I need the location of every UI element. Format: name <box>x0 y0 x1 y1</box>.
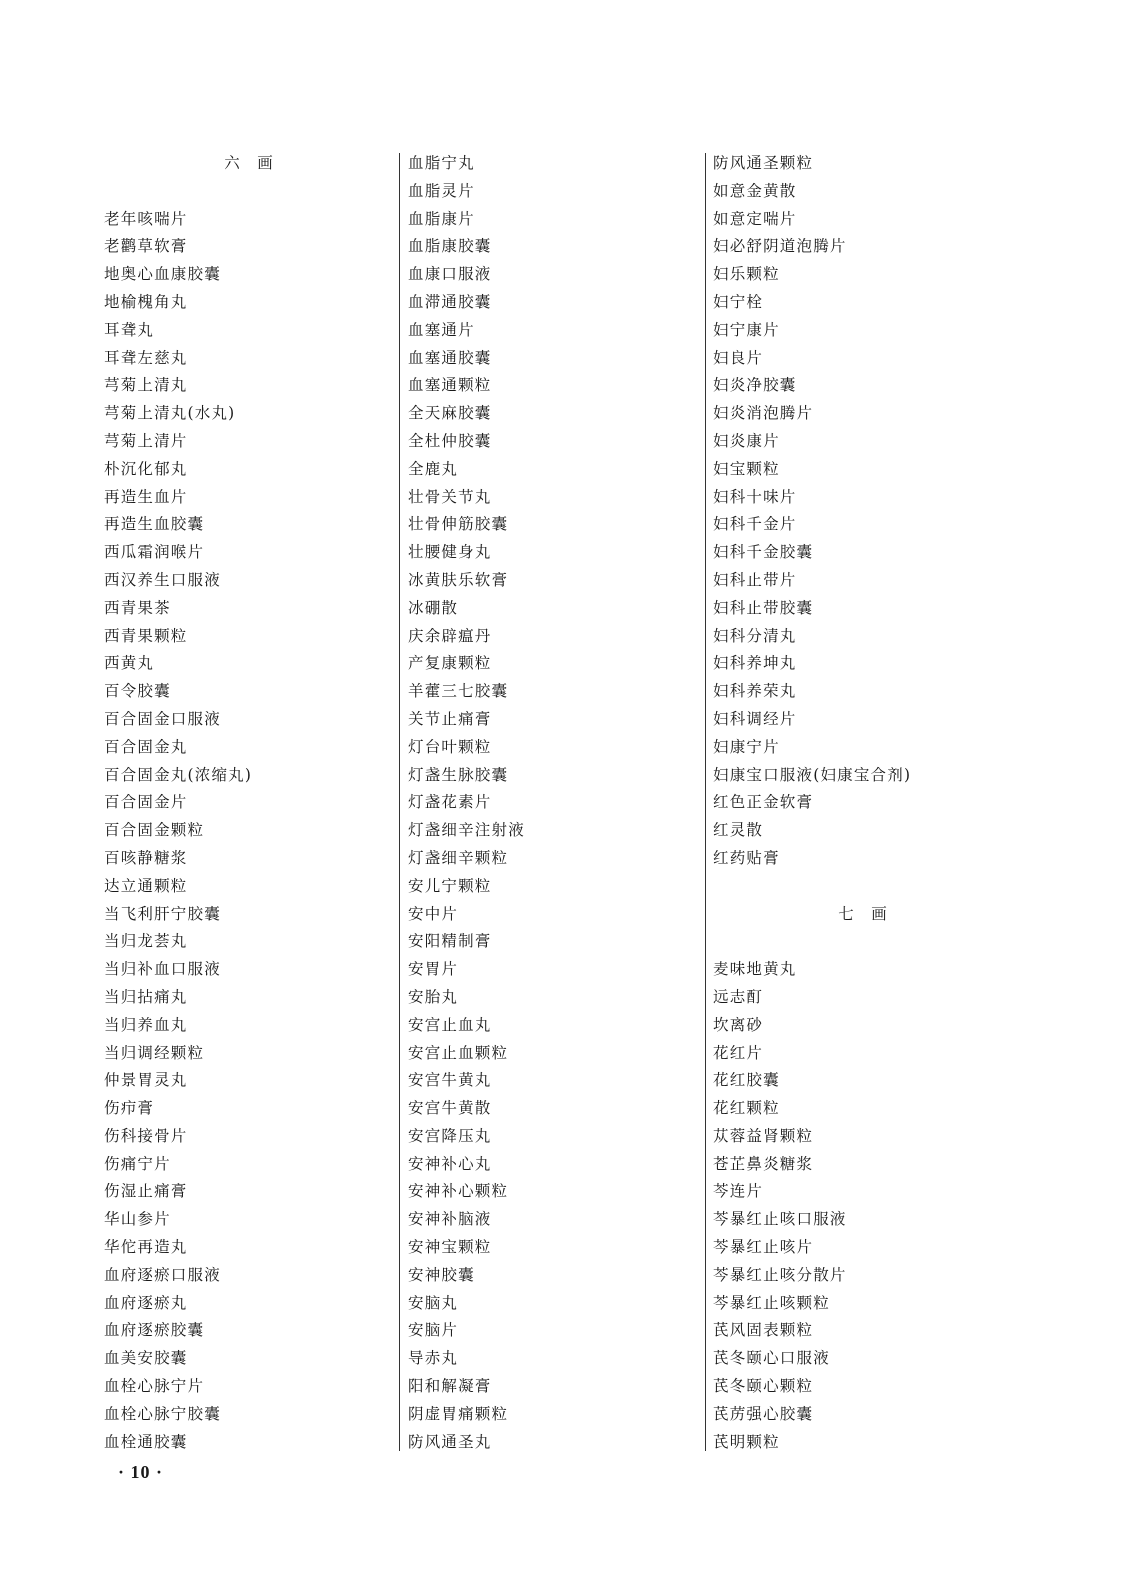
index-entry: 妇科养荣丸 <box>713 682 797 701</box>
index-entry: 妇科千金片 <box>713 515 797 534</box>
index-column-2 <box>408 150 698 1456</box>
index-entry: 西青果茶 <box>104 598 171 617</box>
index-entry: 全天麻胶囊 <box>408 404 492 423</box>
index-entry: 芪明颗粒 <box>713 1432 780 1451</box>
index-entry: 麦味地黄丸 <box>713 960 797 979</box>
entry-list <box>713 956 1013 1456</box>
index-entry: 西黄丸 <box>104 654 155 673</box>
index-entry: 芪冬颐心口服液 <box>713 1349 830 1368</box>
index-entry: 苁蓉益肾颗粒 <box>713 1126 814 1145</box>
entry-list <box>104 206 394 1457</box>
index-entry: 芩暴红止咳颗粒 <box>713 1293 830 1312</box>
index-entry: 妇科调经片 <box>713 709 797 728</box>
index-entry: 百合固金颗粒 <box>104 821 205 840</box>
index-entry: 灯盏细辛注射液 <box>408 821 525 840</box>
index-entry: 妇宁栓 <box>713 292 764 311</box>
index-entry: 伤湿止痛膏 <box>104 1182 188 1201</box>
index-entry: 血府逐瘀丸 <box>104 1293 188 1312</box>
index-entry: 芩暴红止咳片 <box>713 1238 814 1257</box>
index-entry: 防风通圣丸 <box>408 1432 492 1451</box>
index-entry: 再造生血胶囊 <box>104 515 205 534</box>
index-entry: 壮骨关节丸 <box>408 487 492 506</box>
index-entry: 伤科接骨片 <box>104 1126 188 1145</box>
index-entry: 安宫降压丸 <box>408 1126 492 1145</box>
column-divider-right <box>705 153 706 1451</box>
index-entry: 妇科分清丸 <box>713 626 797 645</box>
index-entry: 当归养血丸 <box>104 1015 188 1034</box>
index-entry: 芎菊上清丸(水丸) <box>104 404 236 423</box>
index-entry: 达立通颗粒 <box>104 876 188 895</box>
index-entry: 百咳静糖浆 <box>104 848 188 867</box>
index-entry: 防风通圣颗粒 <box>713 154 814 172</box>
index-entry: 花红颗粒 <box>713 1099 780 1118</box>
index-entry: 妇科十味片 <box>713 487 797 506</box>
index-entry: 妇乐颗粒 <box>713 265 780 284</box>
index-entry: 再造生血片 <box>104 487 188 506</box>
index-entry: 坎离砂 <box>713 1015 764 1034</box>
index-entry: 灯台叶颗粒 <box>408 737 492 756</box>
index-entry: 妇科止带胶囊 <box>713 598 814 617</box>
index-entry: 芪冬颐心颗粒 <box>713 1377 814 1396</box>
index-entry: 老年咳喘片 <box>104 209 188 228</box>
index-entry: 安阳精制膏 <box>408 932 492 951</box>
index-entry: 血府逐瘀口服液 <box>104 1265 221 1284</box>
index-entry: 导赤丸 <box>408 1349 459 1368</box>
index-entry: 红灵散 <box>713 821 764 840</box>
section-heading: 七 画 <box>838 904 888 923</box>
index-entry: 如意金黄散 <box>713 181 797 200</box>
index-entry: 血栓通胶囊 <box>104 1432 188 1451</box>
index-entry: 安神胶囊 <box>408 1265 475 1284</box>
index-entry: 妇科千金胶囊 <box>713 543 814 562</box>
index-entry: 血脂灵片 <box>408 181 475 200</box>
index-entry: 灯盏细辛颗粒 <box>408 848 509 867</box>
index-entry: 妇必舒阴道泡腾片 <box>713 237 847 256</box>
index-entry: 安神补心颗粒 <box>408 1182 509 1201</box>
index-entry: 阴虚胃痛颗粒 <box>408 1404 509 1423</box>
index-entry: 芪风固表颗粒 <box>713 1321 814 1340</box>
index-entry: 远志酊 <box>713 987 764 1006</box>
index-entry: 当归龙荟丸 <box>104 932 188 951</box>
index-entry: 妇科养坤丸 <box>713 654 797 673</box>
index-entry: 妇炎消泡腾片 <box>713 404 814 423</box>
index-entry: 伤痛宁片 <box>104 1154 171 1173</box>
index-entry: 百合固金片 <box>104 793 188 812</box>
index-entry: 安脑片 <box>408 1321 459 1340</box>
index-entry: 百令胶囊 <box>104 682 171 701</box>
index-entry: 安神补脑液 <box>408 1210 492 1229</box>
index-entry: 安宫牛黄散 <box>408 1099 492 1118</box>
index-entry: 当归拈痛丸 <box>104 987 188 1006</box>
index-entry: 安儿宁颗粒 <box>408 876 492 895</box>
entry-list <box>408 150 698 1456</box>
index-entry: 灯盏生脉胶囊 <box>408 765 509 784</box>
section-spacer <box>713 873 1013 901</box>
index-entry: 血府逐瘀胶囊 <box>104 1321 205 1340</box>
index-entry: 庆余辟瘟丹 <box>408 626 492 645</box>
index-entry: 血塞通胶囊 <box>408 348 492 367</box>
index-entry: 羊藿三七胶囊 <box>408 682 509 701</box>
index-entry: 血栓心脉宁胶囊 <box>104 1404 221 1423</box>
index-entry: 产复康颗粒 <box>408 654 492 673</box>
index-entry: 西青果颗粒 <box>104 626 188 645</box>
index-entry: 花红片 <box>713 1043 764 1062</box>
index-entry: 阳和解凝膏 <box>408 1377 492 1396</box>
index-entry: 血脂康片 <box>408 209 475 228</box>
index-entry: 西瓜霜润喉片 <box>104 543 205 562</box>
index-entry: 地奥心血康胶囊 <box>104 265 221 284</box>
index-entry: 仲景胃灵丸 <box>104 1071 188 1090</box>
index-entry: 当归调经颗粒 <box>104 1043 205 1062</box>
index-entry: 妇康宁片 <box>713 737 780 756</box>
index-entry: 耳聋丸 <box>104 320 155 339</box>
index-entry: 冰硼散 <box>408 598 459 617</box>
index-entry: 血脂康胶囊 <box>408 237 492 256</box>
index-entry: 壮骨伸筋胶囊 <box>408 515 509 534</box>
index-entry: 妇康宝口服液(妇康宝合剂) <box>713 765 912 784</box>
column-divider-left <box>399 153 400 1451</box>
index-entry: 红色正金软膏 <box>713 793 814 812</box>
index-entry: 壮腰健身丸 <box>408 543 492 562</box>
index-entry: 芎菊上清丸 <box>104 376 188 395</box>
index-entry: 全杜仲胶囊 <box>408 431 492 450</box>
index-entry: 百合固金丸 <box>104 737 188 756</box>
index-entry: 安胎丸 <box>408 987 459 1006</box>
index-entry: 苍芷鼻炎糖浆 <box>713 1154 814 1173</box>
index-entry: 妇科止带片 <box>713 570 797 589</box>
index-entry: 芩暴红止咳分散片 <box>713 1265 847 1284</box>
index-entry: 安神宝颗粒 <box>408 1238 492 1257</box>
index-entry: 安中片 <box>408 904 459 923</box>
index-entry: 芪苈强心胶囊 <box>713 1404 814 1423</box>
section-heading: 六 画 <box>224 154 274 172</box>
index-entry: 妇宁康片 <box>713 320 780 339</box>
index-entry: 朴沉化郁丸 <box>104 459 188 478</box>
index-entry: 安宫止血丸 <box>408 1015 492 1034</box>
index-entry: 耳聋左慈丸 <box>104 348 188 367</box>
index-entry: 血栓心脉宁片 <box>104 1377 205 1396</box>
index-entry: 妇宝颗粒 <box>713 459 780 478</box>
section-spacer <box>713 928 1013 956</box>
index-entry: 血美安胶囊 <box>104 1349 188 1368</box>
index-entry: 血脂宁丸 <box>408 154 475 172</box>
index-entry: 安宫牛黄丸 <box>408 1071 492 1090</box>
index-entry: 妇良片 <box>713 348 764 367</box>
index-entry: 芎菊上清片 <box>104 431 188 450</box>
index-entry: 西汉养生口服液 <box>104 570 221 589</box>
index-entry: 安胃片 <box>408 960 459 979</box>
page-number: · 10 · <box>118 1462 164 1482</box>
index-column-1 <box>104 150 394 1456</box>
index-entry: 妇炎净胶囊 <box>713 376 797 395</box>
index-entry: 芩连片 <box>713 1182 764 1201</box>
index-entry: 老鹳草软膏 <box>104 237 188 256</box>
index-entry: 百合固金丸(浓缩丸) <box>104 765 253 784</box>
index-entry: 安神补心丸 <box>408 1154 492 1173</box>
index-entry: 关节止痛膏 <box>408 709 492 728</box>
index-entry: 血康口服液 <box>408 265 492 284</box>
index-entry: 如意定喘片 <box>713 209 797 228</box>
index-entry: 花红胶囊 <box>713 1071 780 1090</box>
index-entry: 安宫止血颗粒 <box>408 1043 509 1062</box>
index-entry: 安脑丸 <box>408 1293 459 1312</box>
index-entry: 血塞通片 <box>408 320 475 339</box>
index-entry: 冰黄肤乐软膏 <box>408 570 509 589</box>
index-entry: 红药贴膏 <box>713 848 780 867</box>
index-entry: 地榆槐角丸 <box>104 292 188 311</box>
index-column-3 <box>713 150 1013 1456</box>
index-entry: 华佗再造丸 <box>104 1238 188 1257</box>
index-entry: 血滞通胶囊 <box>408 292 492 311</box>
index-entry: 灯盏花素片 <box>408 793 492 812</box>
section-spacer <box>104 178 394 206</box>
index-entry: 妇炎康片 <box>713 431 780 450</box>
index-entry: 百合固金口服液 <box>104 709 221 728</box>
index-entry: 伤疖膏 <box>104 1099 155 1118</box>
index-entry: 芩暴红止咳口服液 <box>713 1210 847 1229</box>
entry-list <box>713 150 1013 873</box>
index-entry: 血塞通颗粒 <box>408 376 492 395</box>
index-entry: 华山参片 <box>104 1210 171 1229</box>
index-entry: 当飞利肝宁胶囊 <box>104 904 221 923</box>
index-entry: 全鹿丸 <box>408 459 459 478</box>
index-entry: 当归补血口服液 <box>104 960 221 979</box>
